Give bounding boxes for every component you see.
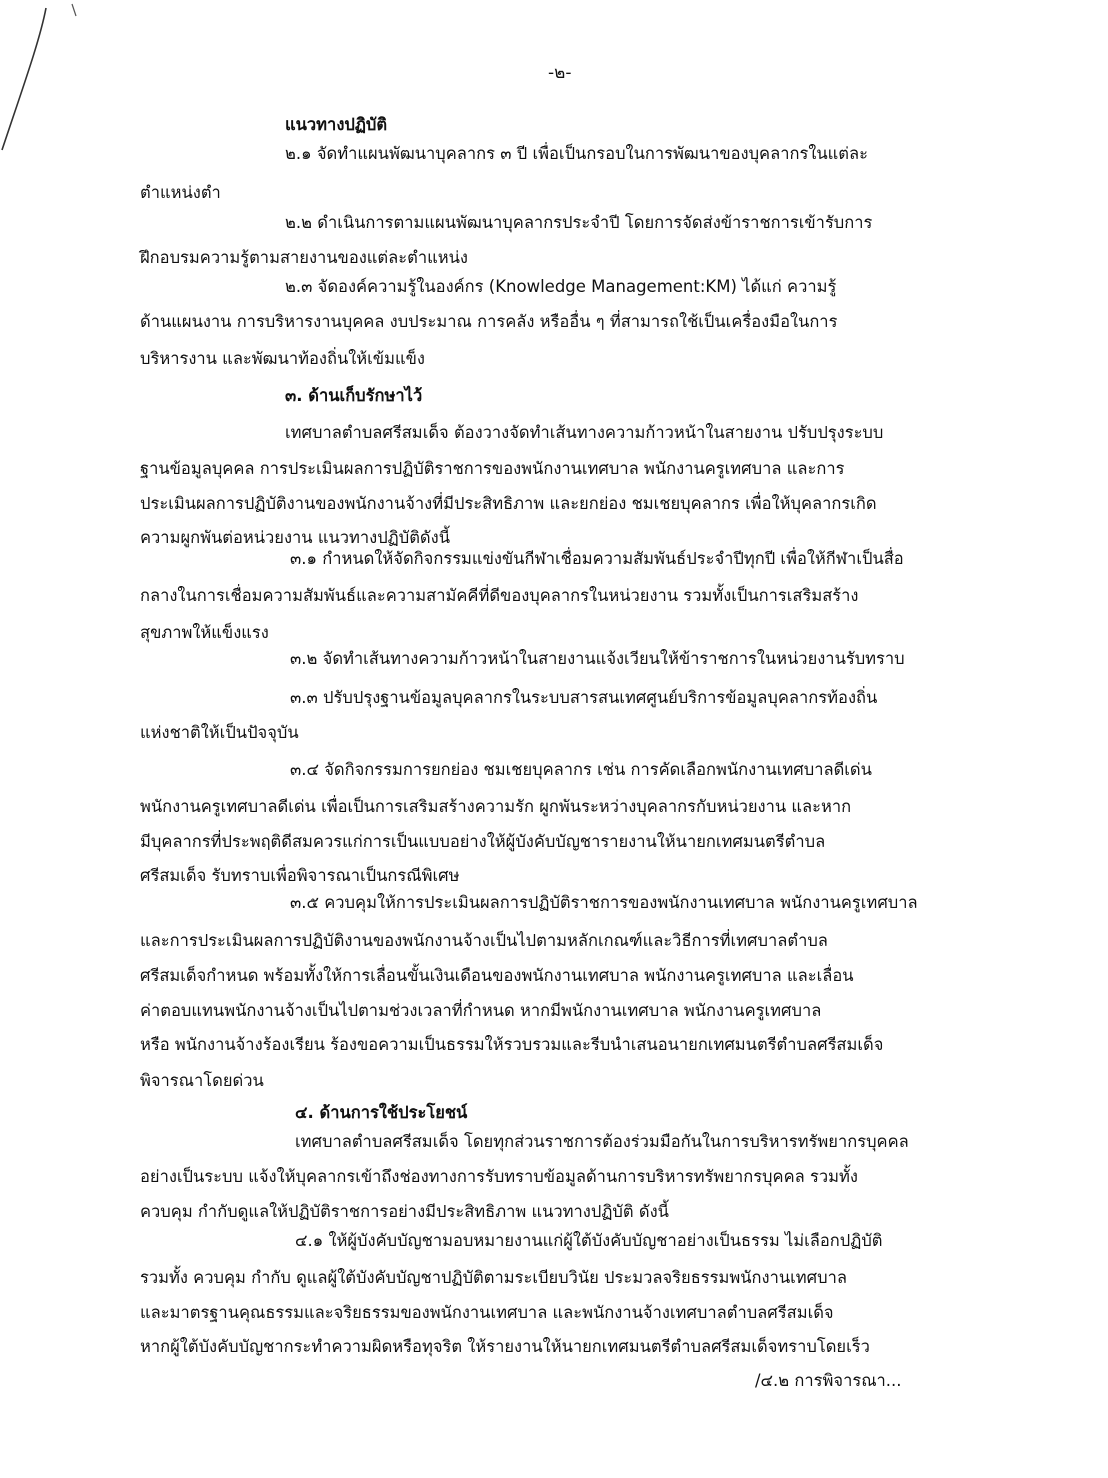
heading-guideline: แนวทางปฏิบัติ xyxy=(285,115,388,134)
item-3-3-line-2: แห่งชาติให้เป็นปัจจุบัน xyxy=(140,723,299,742)
item-2-3-line-1: ๒.๓ จัดองค์ความรู้ในองค์กร (Knowledge Management:KM) ได้แก่ ความรู้ xyxy=(285,277,837,296)
item-2-3-line-2: ด้านแผนงาน การบริหารงานบุคคล งบประมาณ การคลัง หรืออื่น ๆ ที่สามารถใช้เป็นเครื่องมือในการ xyxy=(140,312,838,331)
item-4-1-line-1: ๔.๑ ให้ผู้บังคับบัญชามอบหมายงานแก่ผู้ใต้บังคับบัญชาอย่างเป็นธรรม ไม่เลือกปฏิบัติ xyxy=(295,1231,883,1250)
item-3-5-line-6: พิจารณาโดยด่วน xyxy=(140,1071,264,1090)
heading-section-4: ๔. ด้านการใช้ประโยชน์ xyxy=(295,1103,468,1122)
item-3-2: ๓.๒ จัดทำเส้นทางความก้าวหน้าในสายงานแจ้งเวียนให้ข้าราชการในหน่วยงานรับทราบ xyxy=(290,649,905,668)
section-3-para-line-2: ฐานข้อมูลบุคคล การประเมินผลการปฏิบัติราชการของพนักงานเทศบาล พนักงานครูเทศบาล และการ xyxy=(140,459,845,478)
page-number: -๒- xyxy=(548,63,572,83)
item-3-1-line-1: ๓.๑ กำหนดให้จัดกิจกรรมแข่งขันกีฬาเชื่อมความสัมพันธ์ประจำปีทุกปี เพื่อให้กีฬาเป็นสื่อ xyxy=(290,549,904,568)
section-4-para-line-2: อย่างเป็นระบบ แจ้งให้บุคลากรเข้าถึงช่องทางการรับทราบข้อมูลด้านการบริหารทรัพยากรบุคคล รวมทั้ง xyxy=(140,1167,858,1186)
section-3-para-line-3: ประเมินผลการปฏิบัติงานของพนักงานจ้างที่มีประสิทธิภาพ และยกย่อง ชมเชยบุคลากร เพื่อให้บุคลากรเกิด xyxy=(140,494,877,513)
item-4-1-line-2: รวมทั้ง ควบคุม กำกับ ดูแลผู้ใต้บังคับบัญชาปฏิบัติตามระเบียบวินัย ประมวลจริยธรรมพนักงานเทศบาล xyxy=(140,1268,847,1287)
item-4-1-line-3: และมาตรฐานคุณธรรมและจริยธรรมของพนักงานเทศบาล และพนักงานจ้างเทศบาลตำบลศรีสมเด็จ xyxy=(140,1303,834,1322)
item-3-5-line-1: ๓.๕ ควบคุมให้การประเมินผลการปฏิบัติราชการของพนักงานเทศบาล พนักงานครูเทศบาล xyxy=(290,893,918,912)
item-3-4-line-2: พนักงานครูเทศบาลดีเด่น เพื่อเป็นการเสริมสร้างความรัก ผูกพันระหว่างบุคลากรกับหน่วยงาน และหาก xyxy=(140,797,852,816)
item-3-5-line-4: ค่าตอบแทนพนักงานจ้างเป็นไปตามช่วงเวลาที่กำหนด หากมีพนักงานเทศบาล พนักงานครูเทศบาล xyxy=(140,1001,822,1020)
continuation-note: /๔.๒ การพิจารณา... xyxy=(755,1371,902,1390)
item-3-4-line-4: ศรีสมเด็จ รับทราบเพื่อพิจารณาเป็นกรณีพิเศษ xyxy=(140,866,460,885)
scan-edge-mark xyxy=(0,0,90,170)
item-2-2-line-2: ฝึกอบรมความรู้ตามสายงานของแต่ละตำแหน่ง xyxy=(140,248,468,267)
section-3-para-line-1: เทศบาลตำบลศรีสมเด็จ ต้องวางจัดทำเส้นทางความก้าวหน้าในสายงาน ปรับปรุงระบบ xyxy=(285,423,884,442)
section-3-para-line-4: ความผูกพันต่อหน่วยงาน แนวทางปฏิบัติดังนี้ xyxy=(140,528,450,547)
item-2-2-line-1: ๒.๒ ดำเนินการตามแผนพัฒนาบุคลากรประจำปี โดยการจัดส่งข้าราชการเข้ารับการ xyxy=(285,213,873,232)
item-3-5-line-3: ศรีสมเด็จกำหนด พร้อมทั้งให้การเลื่อนขั้นเงินเดือนของพนักงานเทศบาล พนักงานครูเทศบาล และเลื่อน xyxy=(140,966,854,985)
item-3-1-line-2: กลางในการเชื่อมความสัมพันธ์และความสามัคคีที่ดีของบุคลากรในหน่วยงาน รวมทั้งเป็นการเสริมสร้าง xyxy=(140,586,859,605)
section-4-para-line-1: เทศบาลตำบลศรีสมเด็จ โดยทุกส่วนราชการต้องร่วมมือกันในการบริหารทรัพยากรบุคคล xyxy=(295,1132,909,1151)
item-2-1-line-1: ๒.๑ จัดทำแผนพัฒนาบุคลากร ๓ ปี เพื่อเป็นกรอบในการพัฒนาของบุคลากรในแต่ละ xyxy=(285,144,868,163)
item-2-1-line-2: ตำแหน่งตำ xyxy=(140,183,221,202)
item-3-5-line-5: หรือ พนักงานจ้างร้องเรียน ร้องขอความเป็นธรรมให้รวบรวมและรีบนำเสนอนายกเทศมนตรีตำบลศรีสมเด็จ xyxy=(140,1035,884,1054)
item-2-3-line-3: บริหารงาน และพัฒนาท้องถิ่นให้เข้มแข็ง xyxy=(140,349,425,368)
item-3-5-line-2: และการประเมินผลการปฏิบัติงานของพนักงานจ้างเป็นไปตามหลักเกณฑ์และวิธีการที่เทศบาลตำบล xyxy=(140,931,828,950)
item-3-4-line-3: มีบุคลากรที่ประพฤติดีสมควรแก่การเป็นแบบอย่างให้ผู้บังคับบัญชารายงานให้นายกเทศมนตรีตำบล xyxy=(140,832,826,851)
item-4-1-line-4: หากผู้ใต้บังคับบัญชากระทำความผิดหรือทุจริต ให้รายงานให้นายกเทศมนตรีตำบลศรีสมเด็จทราบโดยเร็ว xyxy=(140,1337,870,1356)
item-3-4-line-1: ๓.๔ จัดกิจกรรมการยกย่อง ชมเชยบุคลากร เช่น การคัดเลือกพนักงานเทศบาลดีเด่น xyxy=(290,760,872,779)
item-3-3-line-1: ๓.๓ ปรับปรุงฐานข้อมูลบุคลากรในระบบสารสนเทศศูนย์บริการข้อมูลบุคลากรท้องถิ่น xyxy=(290,688,878,707)
heading-section-3: ๓. ด้านเก็บรักษาไว้ xyxy=(285,386,423,405)
section-4-para-line-3: ควบคุม กำกับดูแลให้ปฏิบัติราชการอย่างมีประสิทธิภาพ แนวทางปฏิบัติ ดังนี้ xyxy=(140,1202,669,1221)
item-3-1-line-3: สุขภาพให้แข็งแรง xyxy=(140,623,269,642)
